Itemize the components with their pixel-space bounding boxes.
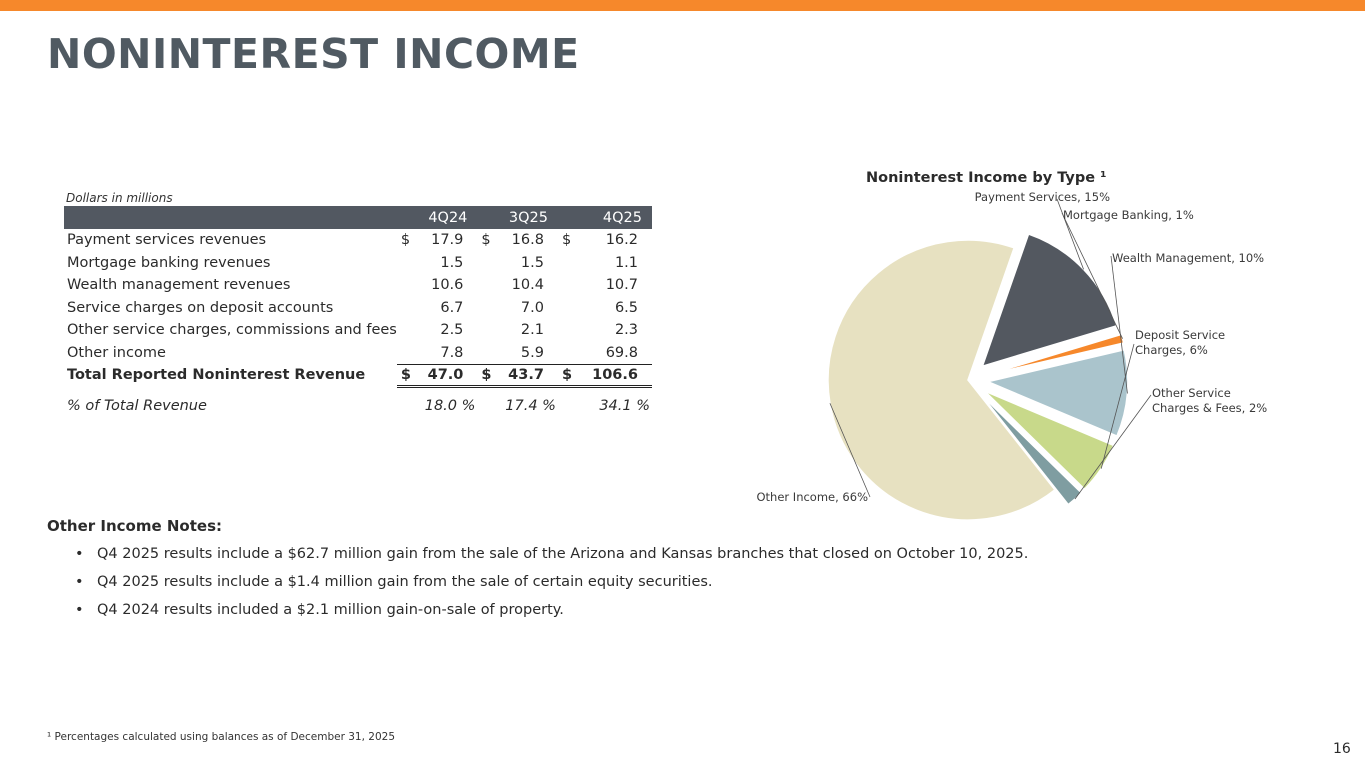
cell-value: 6.7: [440, 299, 464, 316]
cell-value: 7.0: [520, 299, 544, 316]
row-label: Payment services revenues: [67, 232, 267, 249]
pct-value: 18.0 %: [424, 397, 476, 414]
currency-symbol: $: [400, 232, 411, 249]
page-number: 16: [1333, 741, 1351, 757]
list-item: [75, 572, 1028, 600]
cell-value: 7.8: [440, 344, 464, 361]
currency-symbol: $: [477, 364, 491, 387]
bullet-icon: •: [75, 602, 84, 618]
currency-symbol: $: [561, 232, 572, 249]
list-item: [75, 544, 1028, 572]
page-title: NONINTEREST INCOME: [47, 30, 580, 78]
row-label: Service charges on deposit accounts: [67, 299, 334, 316]
slice-label: Mortgage Banking, 1%: [1063, 208, 1194, 222]
column-header-4q25: 4Q25: [558, 206, 652, 229]
slice-label: Payment Services, 15%: [974, 190, 1110, 204]
slice-label: Deposit Service Charges, 6%: [1135, 328, 1226, 357]
table-row: [64, 319, 652, 342]
total-row: [64, 364, 652, 387]
cell-value: 6.5: [614, 299, 638, 316]
cell-value: 16.8: [511, 232, 544, 249]
table-row: [64, 229, 652, 252]
row-label: Other service charges, commissions and fees: [67, 322, 397, 339]
pct-of-total-row: [64, 395, 652, 418]
note-text: Q4 2025 results include a $62.7 million gain from the sale of the Arizona and Kansas branches that closed on October 10, 2025.: [97, 546, 1029, 562]
table-row: [64, 252, 652, 275]
total-value: 47.0: [411, 364, 477, 387]
slice-label: Other Income, 66%: [756, 490, 868, 504]
column-header-3q25: 3Q25: [477, 206, 558, 229]
total-value: 106.6: [572, 364, 652, 387]
table-row: [64, 274, 652, 297]
cell-value: 1.5: [440, 254, 464, 271]
table-row: [64, 297, 652, 320]
top-accent-bar: [0, 0, 1365, 11]
note-text: Q4 2024 results included a $2.1 million gain-on-sale of property.: [97, 602, 564, 618]
table-caption: Dollars in millions: [66, 191, 173, 205]
cell-value: 2.5: [440, 322, 464, 339]
column-header-4q24: 4Q24: [397, 206, 478, 229]
noninterest-income-table: [64, 206, 652, 417]
noninterest-income-pie-chart: [700, 185, 1300, 530]
currency-symbol: $: [397, 364, 411, 387]
table-header-row: [64, 206, 652, 229]
slice-label: Other Service Charges & Fees, 2%: [1152, 386, 1268, 415]
slice-label: Wealth Management, 10%: [1112, 251, 1265, 265]
currency-symbol: $: [481, 232, 491, 249]
cell-value: 69.8: [605, 344, 638, 361]
cell-value: 1.5: [520, 254, 544, 271]
row-label: Wealth management revenues: [67, 277, 291, 294]
pct-value: 34.1 %: [599, 397, 650, 414]
total-label: Total Reported Noninterest Revenue: [67, 367, 366, 384]
note-text: Q4 2025 results include a $1.4 million gain from the sale of certain equity securities.: [97, 574, 713, 590]
list-item: [75, 600, 1028, 628]
bullet-icon: •: [75, 546, 84, 562]
row-label: Mortgage banking revenues: [67, 254, 271, 271]
cell-value: 10.4: [511, 277, 544, 294]
footnote: ¹ Percentages calculated using balances as of December 31, 2025: [47, 731, 395, 743]
cell-value: 5.9: [520, 344, 544, 361]
pct-value: 17.4 %: [505, 397, 556, 414]
row-label: Other income: [67, 344, 166, 361]
chart-title: Noninterest Income by Type ¹: [866, 170, 1107, 186]
cell-value: 17.9: [431, 232, 464, 249]
table-row: [64, 342, 652, 365]
cell-value: 2.1: [520, 322, 544, 339]
pct-label: % of Total Revenue: [67, 397, 207, 414]
cell-value: 16.2: [605, 232, 638, 249]
cell-value: 1.1: [614, 254, 638, 271]
total-value: 43.7: [492, 364, 558, 387]
bullet-icon: •: [75, 574, 84, 590]
cell-value: 10.7: [605, 277, 638, 294]
currency-symbol: $: [558, 364, 572, 387]
cell-value: 10.6: [431, 277, 464, 294]
notes-heading: Other Income Notes:: [47, 517, 223, 535]
notes-list: [75, 544, 1028, 628]
cell-value: 2.3: [614, 322, 638, 339]
